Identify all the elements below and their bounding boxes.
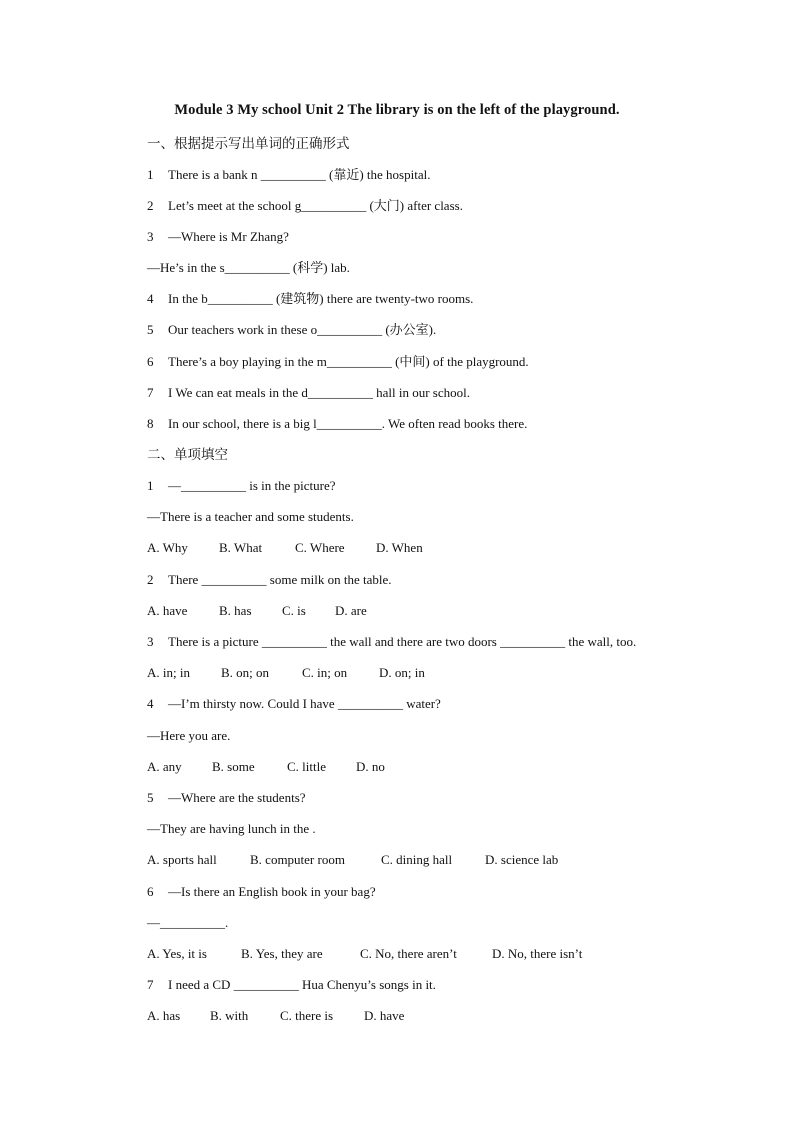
s2-question-3 [147,633,636,651]
question-stem: —Is there an English book in your bag? [168,884,376,899]
s2-question-5-extra: —They are having lunch in the . [147,821,316,836]
option-a: A. any [147,759,182,774]
item-number: 5 [147,322,154,337]
item-text: —He’s in the s__________ (科学) lab. [147,260,350,275]
s2-question-1-extra: —There is a teacher and some students. [147,509,354,524]
s2-question-3-options [147,664,425,682]
s1-item-8 [147,415,527,433]
question-stem: There __________ some milk on the table. [168,572,392,587]
option-a: A. sports hall [147,852,217,867]
question-stem: I need a CD __________ Hua Chenyu’s songs in it. [168,977,436,992]
s1-item-6 [147,353,529,371]
item-text: Let’s meet at the school g__________ (大门) after class. [168,198,463,213]
option-b: B. on; on [221,665,270,680]
option-a: A. has [147,1008,181,1023]
s2-question-4-extra: —Here you are. [147,728,231,743]
s2-question-2-options [147,602,367,620]
option-d: D. on; in [379,665,425,680]
section-1-heading: 一、根据提示写出单词的正确形式 [147,136,350,152]
question-number: 3 [147,634,154,649]
option-c: C. there is [280,1008,334,1023]
s2-question-2 [147,571,391,589]
question-number: 2 [147,572,154,587]
option-a: A. Yes, it is [147,946,207,961]
question-number: 4 [147,696,154,711]
option-c: C. is [282,603,306,618]
item-number: 1 [147,167,154,182]
option-c: C. No, there aren’t [360,946,457,961]
s2-question-4-options [147,758,385,776]
option-a: A. have [147,603,188,618]
option-c: C. dining hall [381,852,453,867]
question-number: 6 [147,884,154,899]
item-text: There is a bank n __________ (靠近) the hospital. [168,167,431,182]
item-text: There’s a boy playing in the m__________ (中间) of the playground. [168,354,529,369]
s2-question-6-options [147,945,582,963]
item-text: —Where is Mr Zhang? [168,229,289,244]
option-c: C. Where [295,540,345,555]
s1-item-1 [147,166,430,184]
option-d: D. No, there isn’t [492,946,583,961]
option-c: C. in; on [302,665,348,680]
s1-item-4 [147,290,473,308]
s1-item-3 [147,228,289,246]
option-a: A. Why [147,540,188,555]
option-d: D. science lab [485,852,559,867]
s2-question-7-options [147,1007,404,1025]
s1-item-2 [147,197,463,215]
item-number: 6 [147,354,154,369]
s1-item-7 [147,384,470,402]
option-d: D. no [356,759,385,774]
item-text: I We can eat meals in the d__________ hall in our school. [168,385,470,400]
option-a: A. in; in [147,665,190,680]
s2-question-6 [147,883,376,901]
option-d: D. When [376,540,423,555]
item-number: 7 [147,385,154,400]
option-b: B. computer room [250,852,345,867]
option-b: B. What [219,540,263,555]
option-c: C. little [287,759,326,774]
s2-question-7 [147,976,436,994]
s2-question-1-options [147,539,423,557]
option-d: D. have [364,1008,405,1023]
question-stem: There is a picture __________ the wall and there are two doors __________ the wall, too. [168,634,637,649]
option-b: B. has [219,603,252,618]
option-b: B. Yes, they are [241,946,323,961]
s2-question-6-extra: —__________. [147,915,229,930]
s2-question-1 [147,477,336,495]
s2-question-5-options [147,851,558,869]
item-text: In the b__________ (建筑物) there are twenty-two rooms. [168,291,474,306]
question-stem: —Where are the students? [168,790,306,805]
item-text: Our teachers work in these o__________ (办公室). [168,322,437,337]
s1-item-3-answer [147,259,350,277]
option-b: B. some [212,759,255,774]
page-title: Module 3 My school Unit 2 The library is on the left of the playground. [174,102,620,118]
question-number: 5 [147,790,154,805]
s2-question-4 [147,695,441,713]
s2-question-5 [147,789,306,807]
item-number: 8 [147,416,154,431]
option-d: D. are [335,603,367,618]
item-number: 3 [147,229,154,244]
question-number: 7 [147,977,154,992]
question-stem: —__________ is in the picture? [168,478,336,493]
item-number: 4 [147,291,154,306]
question-number: 1 [147,478,154,493]
item-text: In our school, there is a big l__________. We often read books there. [168,416,528,431]
option-b: B. with [210,1008,249,1023]
section-2-heading: 二、单项填空 [147,447,228,463]
item-number: 2 [147,198,154,213]
question-stem: —I’m thirsty now. Could I have __________ water? [168,696,441,711]
s1-item-5 [147,321,436,339]
